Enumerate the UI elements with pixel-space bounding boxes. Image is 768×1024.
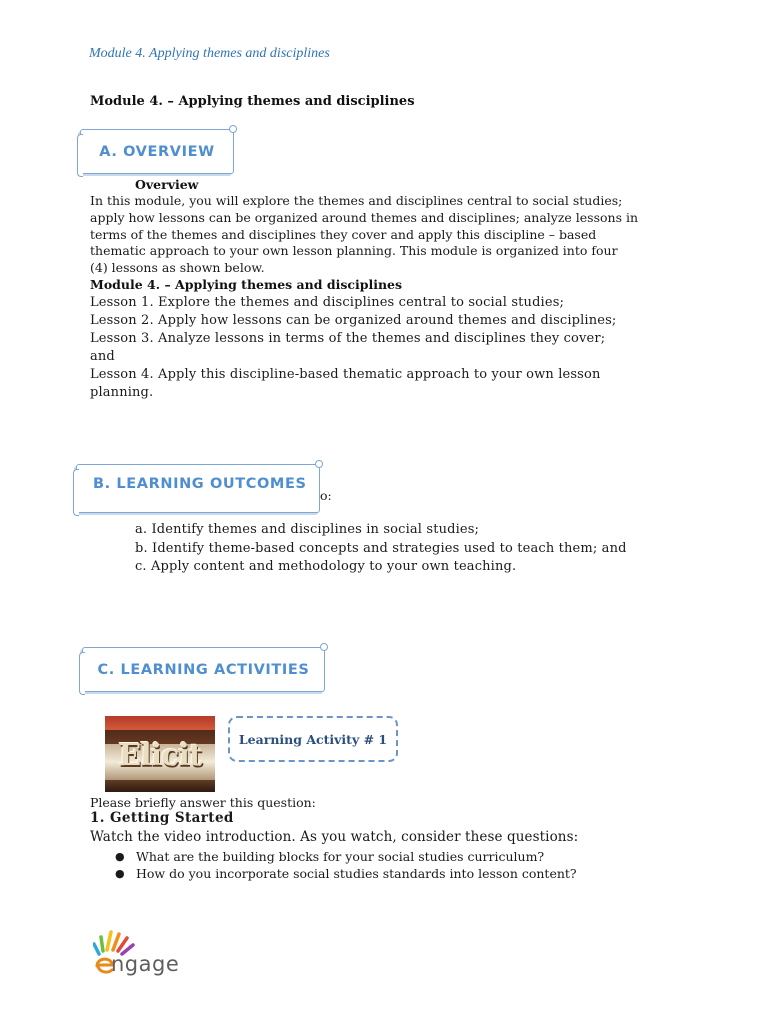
module-subtitle: Module 4. – Applying themes and disciplines	[90, 277, 403, 292]
activities-banner	[82, 647, 325, 692]
question-item	[115, 848, 577, 865]
lesson-item: planning.	[90, 385, 154, 400]
question-text: How do you incorporate social studies standards into lesson content?	[136, 866, 577, 881]
question-text: What are the building blocks for your social studies curriculum?	[136, 849, 545, 864]
lesson-list	[90, 294, 700, 402]
learning-activity-box: Learning Activity # 1	[228, 716, 398, 762]
lesson-item: Lesson 2. Apply how lessons can be organized around themes and disciplines;	[90, 313, 617, 328]
lesson-item: and	[90, 349, 115, 364]
module-title: Module 4. – Applying themes and disciplines	[90, 94, 415, 109]
overview-subheading: Overview	[135, 177, 199, 192]
activity-instruction: Watch the video introduction. As you watch, consider these questions:	[90, 829, 579, 845]
engage-logo-text: ngage	[111, 952, 180, 976]
hidden-text-fragment: o:	[320, 488, 332, 503]
lesson-item: Lesson 4. Apply this discipline-based thematic approach to your own lesson	[90, 367, 601, 382]
overview-banner-label: A. OVERVIEW	[99, 143, 215, 160]
overview-line: apply how lessons can be organized around themes and disciplines; analyze lessons in	[90, 209, 639, 225]
question-list	[115, 848, 577, 882]
overview-paragraph	[90, 193, 690, 277]
elicit-image	[105, 716, 215, 792]
overview-line: thematic approach to your own lesson planning. This module is organized into four	[90, 243, 618, 259]
outcomes-list	[135, 521, 627, 577]
outcome-item: a. Identify themes and disciplines in social studies;	[135, 522, 480, 537]
question-item	[115, 865, 577, 882]
overview-banner	[80, 129, 234, 174]
overview-line: In this module, you will explore the themes and disciplines central to social studies;	[90, 193, 623, 208]
outcome-item: b. Identify theme-based concepts and strategies used to teach them; and	[135, 540, 627, 556]
elicit-image-word: Elicit	[118, 738, 202, 773]
outcome-item: c. Apply content and methodology to your own teaching.	[135, 559, 517, 574]
lesson-item: Lesson 3. Analyze lessons in terms of the themes and disciplines they cover;	[90, 331, 606, 346]
activities-banner-label: C. LEARNING ACTIVITIES	[97, 661, 310, 678]
overview-line: terms of the themes and disciplines they cover and apply this discipline – based	[90, 226, 597, 242]
running-header: Module 4. Applying themes and disciplines	[89, 46, 330, 61]
overview-line: (4) lessons as shown below.	[90, 260, 265, 276]
activity-prompt: Please briefly answer this question:	[90, 795, 316, 810]
lesson-item: Lesson 1. Explore the themes and disciplines central to social studies;	[90, 295, 565, 310]
getting-started-heading: 1. Getting Started	[90, 810, 234, 826]
engage-logo	[93, 928, 213, 980]
bullet-icon: ●	[115, 850, 125, 863]
outcomes-banner-label: B. LEARNING OUTCOMES	[93, 476, 307, 492]
outcomes-banner	[76, 464, 320, 513]
bullet-icon: ●	[115, 867, 125, 880]
